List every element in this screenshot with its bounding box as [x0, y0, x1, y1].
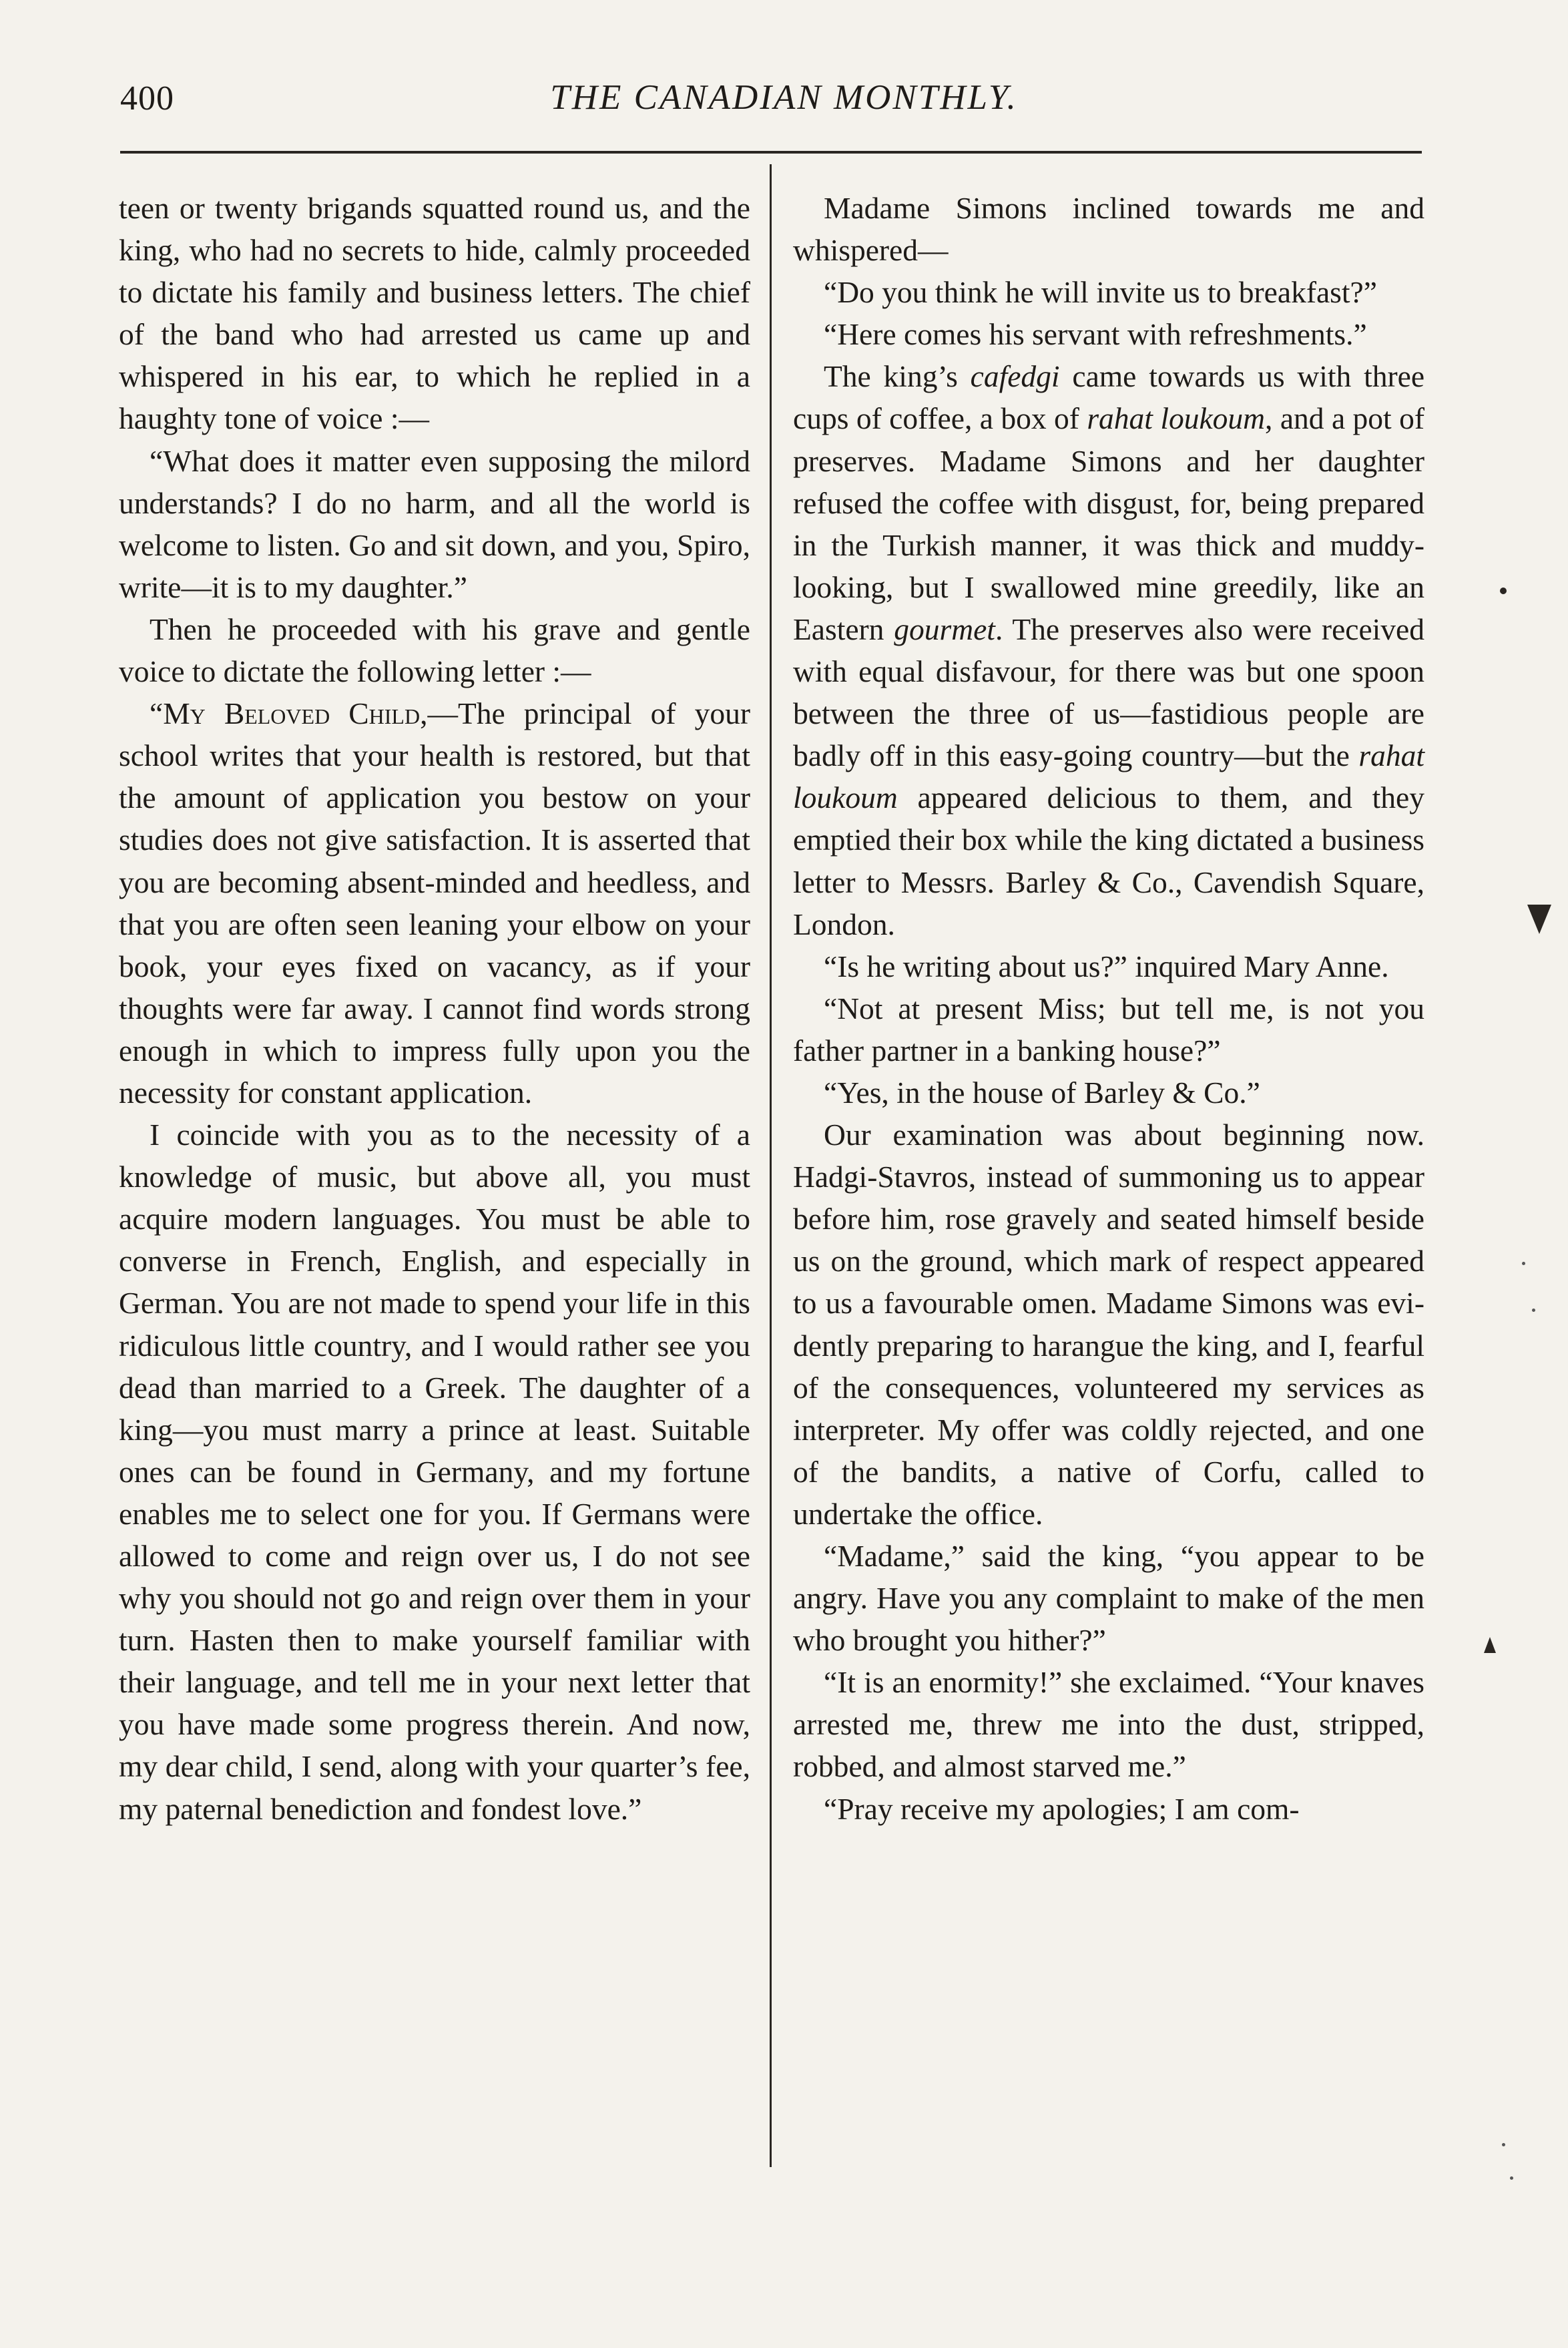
- right-column: [793, 187, 1424, 1830]
- running-head: THE CANADIAN MONTHLY.: [550, 78, 1018, 117]
- paragraph: [793, 945, 1424, 987]
- text-run: “Not at present Miss; but tell me, is not you father partner in a banking house?”: [793, 991, 1424, 1068]
- paragraph: [793, 1072, 1424, 1114]
- text-run: “Pray receive my apologies; I am com-: [824, 1791, 1300, 1826]
- paragraph: [793, 355, 1424, 945]
- italic-text: rahat loukoum: [1087, 401, 1266, 436]
- scan-speck-mark: [1510, 2176, 1513, 2180]
- text-run: “It is an enormity!” she exclaimed. “Your knaves arrested me, threw me into the dust, stripped, robbed, and almost starved me.”: [793, 1665, 1424, 1784]
- text-run: “Yes, in the house of Barley & Co.”: [824, 1075, 1260, 1110]
- paragraph: [793, 187, 1424, 271]
- paragraph: [793, 1535, 1424, 1661]
- text-run: ,—The principal of your school writes that your health is restored, but that the amount of application you bestow on your studies does not give satisfaction. It is asserted that you are becoming absent-minded and heedless, and that you are often seen leaning your elbow on your book, your eyes fixed on vacancy, as if your thoughts were far away. I cannot find words strong enough in which to impress fully upon you the necessity for constant application.: [119, 696, 750, 1110]
- page-number: 400: [120, 79, 174, 118]
- text-run: , and a pot of preserves. Madame Simons and her daughter refused the coffee with disgust, for, being prepared in the Turkish manner, it was thick and muddy-looking, but I swallowed mine greedily, like an Eastern: [793, 401, 1425, 646]
- scan-speck-mark: [1532, 1309, 1535, 1312]
- text-run: “: [150, 696, 164, 731]
- scan-speck-mark: [1527, 905, 1551, 934]
- paragraph: [793, 1114, 1424, 1535]
- text-run: came towards us with three cups of coffee, a box of: [793, 359, 1425, 436]
- text-run: “Do you think he will invite us to breakfast?”: [824, 275, 1377, 310]
- paragraph: [119, 608, 750, 692]
- text-run: “Madame,” said the king, “you appear to be angry. Have you any complaint to make of the men who brought you hither?”: [793, 1539, 1424, 1658]
- scan-speck-mark: [1500, 588, 1507, 594]
- paragraph: [793, 1788, 1424, 1830]
- scan-speck-mark: [1522, 1262, 1525, 1265]
- paragraph: [119, 440, 750, 608]
- paragraph: [793, 271, 1424, 313]
- paragraph: [793, 1661, 1424, 1787]
- paragraph: [793, 313, 1424, 355]
- text-run: Madame Simons inclined towards me and whispered—: [793, 191, 1424, 268]
- text-run: . The preserves also were received with equal disfavour, for there was but one spoon between the three of us—fastidious people are badly off in this easy-going country—but the: [793, 612, 1424, 773]
- salutation-text: My Beloved Child: [163, 696, 421, 731]
- scan-speck-mark: [1502, 2143, 1505, 2146]
- text-run: I coincide with you as to the necessity of a knowledge of music, but above all, you must acquire modern languages. You must be able to converse in French, English, and especially in German. You are not made to spend your life in this ridiculous little country, and I would rather see you dead than married to a Greek. The daughter of a king—you must marry a prince at least. Suitable ones can be found in Germany, and my fortune enables me to select one for you. If Germans were allowed to come and reign over us, I do not see why you should not go and reign over them in your turn. Hasten then to make yourself familiar with their language, and tell me in your next letter that you have made some progress therein. And now, my dear child, I send, along with your quarter’s fee, my paternal benediction and fondest love.”: [119, 1118, 750, 1826]
- text-run: “Here comes his servant with refreshments.”: [824, 317, 1367, 352]
- text-run: teen or twenty brigands squatted round us, and the king, who had no secrets to hide, calmly proceeded to dictate his family and business letters. The chief of the band who had arrested us came up and whispered in his ear, to which he replied in a haughty tone of voice :—: [119, 191, 750, 436]
- paragraph: [793, 987, 1424, 1072]
- italic-text: cafedgi: [970, 359, 1060, 394]
- text-run: The king’s: [824, 359, 971, 394]
- italic-text: gourmet: [894, 612, 995, 646]
- scan-speck-mark: [1484, 1637, 1496, 1653]
- left-column: [119, 187, 750, 1830]
- italic-text: rahat loukoum: [793, 738, 1424, 815]
- paragraph: [119, 187, 750, 440]
- paragraph: [119, 1114, 750, 1830]
- text-run: Then he proceeded with his grave and gentle voice to dictate the following letter :—: [119, 612, 750, 689]
- text-run: appeared delicious to them, and they emptied their box while the king dictated a business letter to Messrs. Barley & Co., Cavendish Square, London.: [793, 780, 1424, 941]
- text-run: Our examination was about beginning now. Hadgi-Stavros, instead of summoning us to appear before him, rose gravely and seated himself beside us on the ground, which mark of respect appeared to us a favourable omen. Madame Simons was evidently preparing to harangue the king, and I, fearful of the consequences, volunteered my services as interpreter. My offer was coldly rejected, and one of the bandits, a native of Corfu, called to undertake the office.: [793, 1118, 1424, 1531]
- column-divider: [770, 164, 772, 2167]
- text-run: “What does it matter even supposing the milord understands? I do no harm, and all the world is welcome to listen. Go and sit down, and you, Spiro, write—it is to my daughter.”: [119, 443, 750, 604]
- paragraph: [119, 692, 750, 1114]
- text-run: “Is he writing about us?” inquired Mary Anne.: [824, 949, 1389, 983]
- header-rule: [120, 151, 1422, 154]
